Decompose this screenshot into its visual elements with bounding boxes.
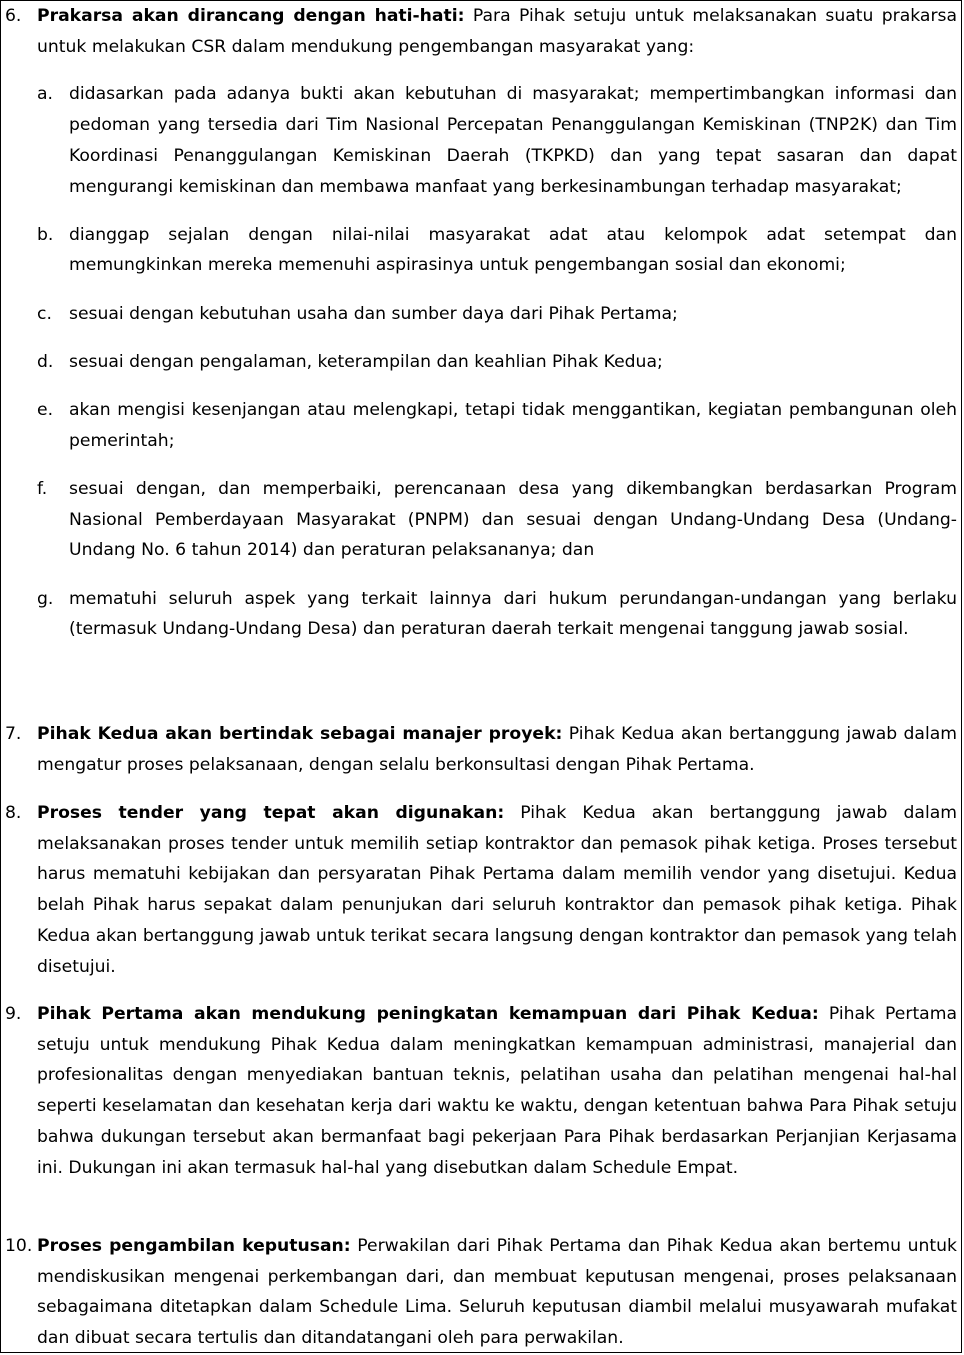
clause-text: Para Pihak setuju untuk melaksanakan suatu prakarsa untuk melakukan CSR dalam mendukung pengembangan masyarakat yang: bbox=[37, 6, 957, 57]
clause-number: 6. bbox=[5, 6, 22, 26]
clause-text: Pihak Pertama setuju untuk mendukung Pihak Kedua dalam meningkatkan kemampuan administrasi, manajerial dan profesionalitas dengan menyediakan bantuan teknis, pelatihan usaha dan pelatihan mengenai hal-hal seperti keselamatan dan kesehatan kerja dari waktu ke waktu, dengan ketentuan bahwa Para Pihak setuju bahwa dukungan tersebut akan bermanfaat bagi pekerjaan Para Pihak berdasarkan Perjanjian Kerjasama ini. Dukungan ini akan termasuk hal-hal yang disebutkan dalam Schedule Empat. bbox=[37, 1004, 957, 1178]
clause-number: 9. bbox=[5, 1004, 22, 1024]
clause-heading: Pihak Pertama akan mendukung peningkatan kemampuan dari Pihak Kedua: bbox=[37, 1004, 819, 1024]
clause-7 bbox=[5, 719, 957, 780]
clause-body bbox=[37, 719, 957, 780]
sub-item-text: sesuai dengan kebutuhan usaha dan sumber daya dari Pihak Pertama; bbox=[69, 303, 678, 324]
sub-item-text: didasarkan pada adanya bukti akan kebutuhan di masyarakat; mempertimbangkan informasi dan pedoman yang tersedia dari Tim Nasional Percepatan Penanggulangan Kemiskinan (TNP2K) dan Tim Koordinasi Penanggulangan Kemiskinan Daerah (TKPKD) dan yang tepat sasaran dan dapat mengurangi kemiskinan dan membawa manfaat yang berkesinambungan terhadap masyarakat; bbox=[69, 84, 957, 197]
clause-body bbox=[37, 798, 957, 982]
sub-item-b bbox=[5, 220, 957, 281]
clause-heading: Pihak Kedua akan bertindak sebagai manajer proyek: bbox=[37, 724, 563, 744]
clause-text: Pihak Kedua akan bertanggung jawab dalam melaksanakan proses tender untuk memilih setiap kontraktor dan pemasok pihak ketiga. Proses tersebut harus mematuhi kebijakan dan persyaratan Pihak Pertama dalam memilih vendor yang disetujui. Kedua belah Pihak harus sepakat dalam penunjukan dari seluruh kontraktor dan pemasok pihak ketiga. Pihak Kedua akan bertanggung jawab untuk terikat secara langsung dengan kontraktor dan pemasok yang telah disetujui. bbox=[37, 803, 957, 977]
sub-item-letter: f. bbox=[37, 478, 48, 499]
sub-item-text: akan mengisi kesenjangan atau melengkapi, tetapi tidak menggantikan, kegiatan pembangunan oleh pemerintah; bbox=[69, 400, 957, 451]
clause-body bbox=[37, 1231, 957, 1353]
clause-6 bbox=[5, 1, 957, 662]
sub-item-e bbox=[5, 395, 957, 456]
clause-number: 10. bbox=[5, 1236, 33, 1256]
clause-body bbox=[37, 999, 957, 1183]
clause-text: Perwakilan dari Pihak Pertama dan Pihak Kedua akan bertemu untuk mendiskusikan mengenai perkembangan dari, dan membuat keputusan mengenai, proses pelaksanaan sebagaimana ditetapkan dalam Schedule Lima. Seluruh keputusan diambil melalui musyawarah mufakat dan dibuat secara tertulis dan ditandatangani oleh para perwakilan. bbox=[37, 1236, 957, 1349]
sub-item-f bbox=[5, 474, 957, 566]
sub-item-list bbox=[5, 79, 957, 645]
sub-item-letter: b. bbox=[37, 224, 54, 245]
clause-text: Pihak Kedua akan bertanggung jawab dalam mengatur proses pelaksanaan, dengan selalu berkonsultasi dengan Pihak Pertama. bbox=[37, 724, 957, 775]
sub-item-d bbox=[5, 347, 957, 378]
clause-8 bbox=[5, 798, 957, 982]
sub-item-letter: d. bbox=[37, 351, 54, 372]
clause-heading: Proses pengambilan keputusan: bbox=[37, 1236, 351, 1256]
clause-number: 7. bbox=[5, 724, 22, 744]
sub-item-letter: g. bbox=[37, 588, 54, 609]
sub-item-text: sesuai dengan pengalaman, keterampilan dan keahlian Pihak Kedua; bbox=[69, 351, 663, 372]
sub-item-letter: c. bbox=[37, 303, 52, 324]
clause-heading: Prakarsa akan dirancang dengan hati-hati: bbox=[37, 6, 465, 26]
sub-item-text: mematuhi seluruh aspek yang terkait lainnya dari hukum perundangan-undangan yang berlaku (termasuk Undang-Undang Desa) dan peraturan daerah terkait mengenai tanggung jawab sosial. bbox=[69, 588, 957, 640]
sub-item-a bbox=[5, 79, 957, 202]
sub-item-g bbox=[5, 584, 957, 645]
sub-item-text: dianggap sejalan dengan nilai-nilai masyarakat adat atau kelompok adat setempat dan memungkinkan mereka memenuhi aspirasinya untuk pengembangan sosial dan ekonomi; bbox=[69, 224, 957, 276]
sub-item-letter: a. bbox=[37, 84, 53, 105]
sub-item-letter: e. bbox=[37, 400, 54, 421]
sub-item-text: sesuai dengan, dan memperbaiki, perencanaan desa yang dikembangkan berdasarkan Program Nasional Pemberdayaan Masyarakat (PNPM) dan sesuai dengan Undang-Undang Desa (Undang-Undang No. 6 tahun 2014) dan peraturan pelaksananya; dan bbox=[69, 478, 957, 561]
sub-item-c bbox=[5, 299, 957, 330]
clause-9 bbox=[5, 999, 957, 1183]
clause-number: 8. bbox=[5, 803, 22, 823]
clause-heading: Proses tender yang tepat akan digunakan: bbox=[37, 803, 505, 823]
clause-10 bbox=[5, 1231, 957, 1353]
clause-body bbox=[37, 1, 957, 62]
